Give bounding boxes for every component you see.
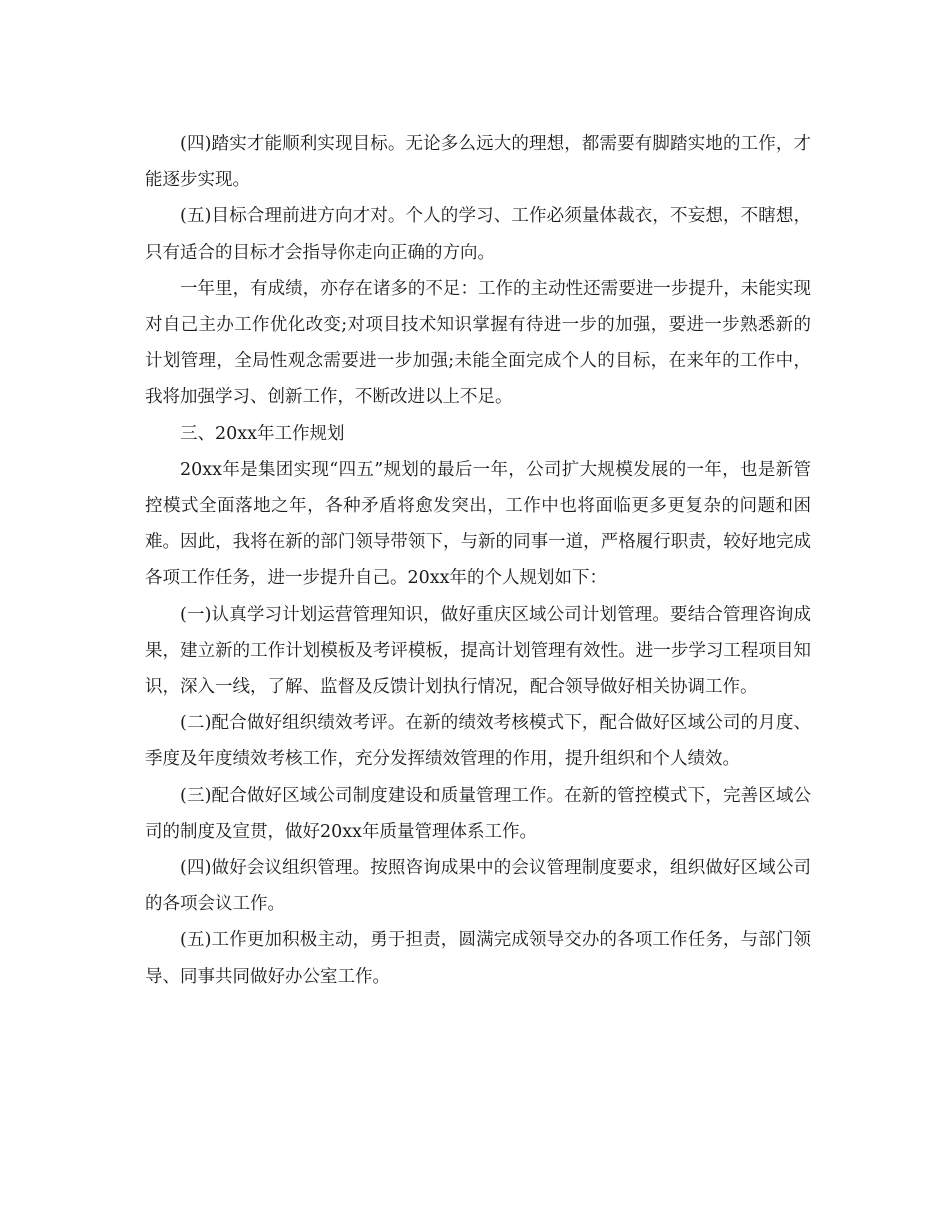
paragraph-plan-intro: 20xx年是集团实现“四五”规划的最后一年，公司扩大规模发展的一年，也是新管控模式全面落地之年，各种矛盾将愈发突出，工作中也将面临更多更复杂的问题和困难。因此，我将在新的部门领导带领下，与新的同事一道，严格履行职责，较好地完成各项工作任务，进一步提升自己。20xx年的个人规划如下： — [145, 459, 811, 589]
paragraph-goal-5: (五)目标合理前进方向才对。个人的学习、工作必须量体裁衣，不妄想，不瞎想，只有适合的目标才会指导你走向正确的方向。 — [145, 206, 811, 263]
paragraph-plan-5: (五)工作更加积极主动，勇于担责，圆满完成领导交办的各项工作任务，与部门领导、同事共同做好办公室工作。 — [145, 930, 811, 987]
paragraph-plan-2: (二)配合做好组织绩效考评。在新的绩效考核模式下，配合做好区域公司的月度、季度及年度绩效考核工作，充分发挥绩效管理的作用，提升组织和个人绩效。 — [145, 713, 811, 770]
section-heading-work-plan: 三、20xx年工作规划 — [180, 423, 345, 444]
paragraph-plan-4: (四)做好会议组织管理。按照咨询成果中的会议管理制度要求，组织做好区域公司的各项会议工作。 — [145, 858, 811, 915]
paragraph-shortcomings: 一年里，有成绩，亦存在诸多的不足：工作的主动性还需要进一步提升，未能实现对自己主办工作优化改变;对项目技术知识掌握有待进一步的加强，要进一步熟悉新的计划管理，全局性观念需要进一步加强;未能全面完成个人的目标，在来年的工作中，我将加强学习、创新工作，不断改进以上不足。 — [145, 278, 811, 408]
paragraph-goal-4: (四)踏实才能顺利实现目标。无论多么远大的理想，都需要有脚踏实地的工作，才能逐步实现。 — [145, 134, 811, 191]
paragraph-plan-3: (三)配合做好区域公司制度建设和质量管理工作。在新的管控模式下，完善区域公司的制度及宣贯，做好20xx年质量管理体系工作。 — [145, 785, 811, 842]
paragraph-plan-1: (一)认真学习计划运营管理知识，做好重庆区域公司计划管理。要结合管理咨询成果，建立新的工作计划模板及考评模板，提高计划管理有效性。进一步学习工程项目知识，深入一线，了解、监督及反馈计划执行情况，配合领导做好相关协调工作。 — [145, 604, 811, 698]
document-body — [145, 126, 811, 995]
